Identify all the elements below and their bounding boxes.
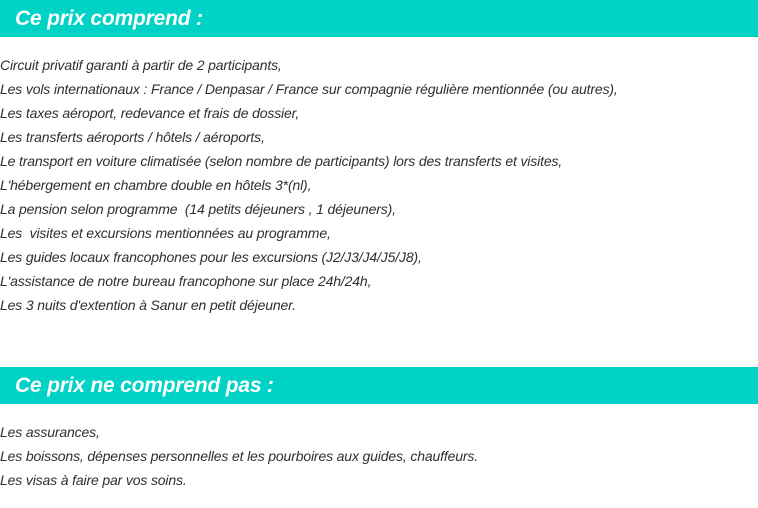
list-item: Les visites et excursions mentionnées au programme,: [0, 225, 331, 241]
list-item: Les 3 nuits d'extention à Sanur en petit déjeuner.: [0, 297, 296, 313]
list-item: Les boissons, dépenses personnelles et les pourboires aux guides, chauffeurs.: [0, 448, 478, 464]
excluded-list: [0, 420, 478, 492]
list-item: Circuit privatif garanti à partir de 2 participants,: [0, 57, 282, 73]
included-section-title: Ce prix comprend :: [15, 6, 203, 30]
list-item: Le transport en voiture climatisée (selon nombre de participants) lors des transferts et visites,: [0, 153, 563, 169]
list-item: Les guides locaux francophones pour les excursions (J2/J3/J4/J5/J8),: [0, 249, 422, 265]
list-item: Les transferts aéroports / hôtels / aéroports,: [0, 129, 265, 145]
included-section-header: [0, 0, 758, 37]
list-item: Les vols internationaux : France / Denpasar / France sur compagnie régulière mentionnée (ou autres),: [0, 81, 618, 97]
list-item: Les visas à faire par vos soins.: [0, 472, 187, 488]
included-list: [0, 53, 618, 317]
list-item: L'assistance de notre bureau francophone sur place 24h/24h,: [0, 273, 372, 289]
list-item: Les taxes aéroport, redevance et frais de dossier,: [0, 105, 300, 121]
excluded-section-header: [0, 367, 758, 404]
excluded-section-title: Ce prix ne comprend pas :: [15, 373, 274, 397]
list-item: L'hébergement en chambre double en hôtels 3*(nl),: [0, 177, 312, 193]
list-item: Les assurances,: [0, 424, 100, 440]
list-item: La pension selon programme (14 petits déjeuners , 1 déjeuners),: [0, 201, 396, 217]
